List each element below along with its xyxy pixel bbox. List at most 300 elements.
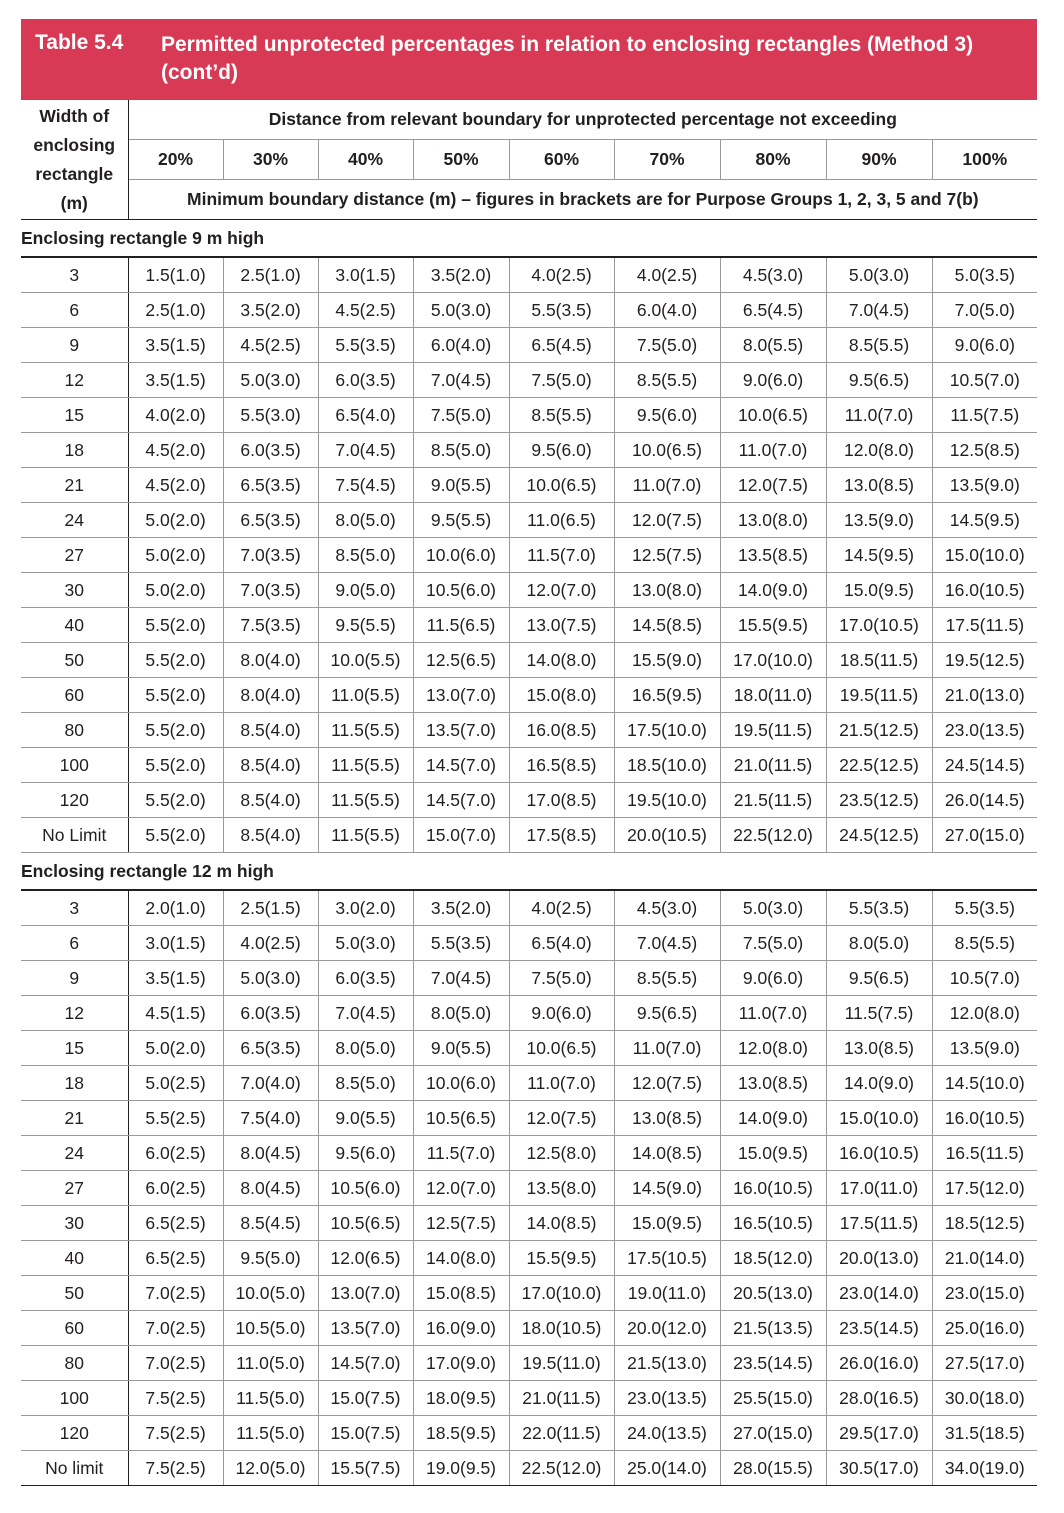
percentage-header-cell: 70% [614, 140, 720, 180]
distance-cell: 11.0(7.0) [720, 996, 826, 1031]
distance-cell: 21.5(11.5) [720, 783, 826, 818]
distance-cell: 21.5(12.5) [826, 713, 932, 748]
distance-cell: 11.5(6.5) [413, 608, 509, 643]
table-row [21, 503, 1037, 538]
distance-cell: 17.0(9.0) [413, 1346, 509, 1381]
distance-cell: 5.5(3.0) [223, 398, 318, 433]
percentage-header-cell: 50% [413, 140, 509, 180]
table-row [21, 1346, 1037, 1381]
distance-cell: 3.0(1.5) [128, 926, 223, 961]
distance-cell: 16.0(10.5) [932, 573, 1037, 608]
min-boundary-header: Minimum boundary distance (m) – figures in brackets are for Purpose Groups 1, 2, 3, 5 and 7(b) [128, 180, 1037, 220]
distance-cell: 10.5(5.0) [223, 1311, 318, 1346]
distance-cell: 5.5(3.5) [509, 293, 614, 328]
distance-cell: 21.0(13.0) [932, 678, 1037, 713]
distance-cell: 7.0(4.5) [413, 363, 509, 398]
distance-cell: 30.5(17.0) [826, 1451, 932, 1486]
distance-cell: 8.0(5.0) [826, 926, 932, 961]
distance-cell: 7.0(4.5) [826, 293, 932, 328]
distance-cell: 8.5(5.0) [413, 433, 509, 468]
distance-cell: 12.0(5.0) [223, 1451, 318, 1486]
table-row [21, 1101, 1037, 1136]
distance-cell: 5.5(3.5) [932, 890, 1037, 926]
distance-cell: 9.0(6.0) [720, 961, 826, 996]
distance-cell: 5.5(2.0) [128, 783, 223, 818]
distance-cell: 3.5(1.5) [128, 961, 223, 996]
table-row [21, 748, 1037, 783]
distance-cell: 12.0(6.5) [318, 1241, 413, 1276]
distance-cell: 10.5(7.0) [932, 363, 1037, 398]
distance-cell: 10.0(5.0) [223, 1276, 318, 1311]
distance-cell: 3.5(1.5) [128, 328, 223, 363]
distance-cell: 6.5(3.5) [223, 468, 318, 503]
distance-cell: 15.0(8.5) [413, 1276, 509, 1311]
distance-cell: 20.0(13.0) [826, 1241, 932, 1276]
distance-cell: 4.0(2.5) [614, 257, 720, 293]
table-row [21, 1171, 1037, 1206]
table-row [21, 713, 1037, 748]
distance-cell: 11.5(7.5) [826, 996, 932, 1031]
table-row [21, 890, 1037, 926]
width-cell: 50 [21, 1276, 128, 1311]
distance-cell: 5.0(3.0) [223, 961, 318, 996]
distance-cell: 13.5(9.0) [932, 468, 1037, 503]
distance-cell: 11.0(6.5) [509, 503, 614, 538]
distance-cell: 11.0(7.0) [509, 1066, 614, 1101]
distance-cell: 23.0(13.5) [932, 713, 1037, 748]
width-cell: 21 [21, 1101, 128, 1136]
table-row [21, 1136, 1037, 1171]
section-header-row [21, 220, 1037, 258]
width-header-line: rectangle [35, 163, 114, 184]
section-header-row [21, 853, 1037, 891]
width-cell: 40 [21, 1241, 128, 1276]
distance-cell: 11.0(7.0) [614, 1031, 720, 1066]
distance-cell: 6.5(2.5) [128, 1206, 223, 1241]
distance-cell: 14.0(9.0) [720, 1101, 826, 1136]
distance-cell: 12.0(7.5) [720, 468, 826, 503]
distance-cell: 9.5(5.5) [413, 503, 509, 538]
distance-cell: 12.0(7.0) [413, 1171, 509, 1206]
distance-cell: 14.0(8.0) [413, 1241, 509, 1276]
distance-cell: 8.5(4.5) [223, 1206, 318, 1241]
distance-header: Distance from relevant boundary for unprotected percentage not exceeding [128, 100, 1037, 140]
distance-cell: 20.0(10.5) [614, 818, 720, 853]
distance-cell: 18.0(10.5) [509, 1311, 614, 1346]
distance-cell: 8.5(5.5) [826, 328, 932, 363]
distance-cell: 9.0(5.0) [318, 573, 413, 608]
distance-cell: 13.0(8.5) [826, 1031, 932, 1066]
distance-cell: 5.0(2.0) [128, 573, 223, 608]
distance-cell: 18.5(12.0) [720, 1241, 826, 1276]
distance-cell: 8.0(4.0) [223, 678, 318, 713]
distance-cell: 20.0(12.0) [614, 1311, 720, 1346]
width-cell: 21 [21, 468, 128, 503]
distance-cell: 10.0(5.5) [318, 643, 413, 678]
distance-cell: 17.0(8.5) [509, 783, 614, 818]
distance-cell: 9.5(6.0) [509, 433, 614, 468]
distance-cell: 8.0(4.5) [223, 1136, 318, 1171]
distance-cell: 2.5(1.5) [223, 890, 318, 926]
distance-cell: 12.0(7.5) [614, 503, 720, 538]
distance-cell: 23.0(13.5) [614, 1381, 720, 1416]
distance-cell: 14.0(8.5) [509, 1206, 614, 1241]
distance-cell: 5.5(2.0) [128, 818, 223, 853]
distance-cell: 10.0(6.5) [720, 398, 826, 433]
width-cell: 50 [21, 643, 128, 678]
distance-cell: 7.0(5.0) [932, 293, 1037, 328]
distance-cell: 13.0(7.0) [318, 1276, 413, 1311]
width-cell: 12 [21, 996, 128, 1031]
distance-cell: 14.0(8.5) [614, 1136, 720, 1171]
distance-cell: 12.5(6.5) [413, 643, 509, 678]
width-cell: 12 [21, 363, 128, 398]
distance-cell: 15.5(9.5) [509, 1241, 614, 1276]
distance-cell: 11.0(7.0) [826, 398, 932, 433]
distance-cell: 9.5(6.0) [318, 1136, 413, 1171]
distance-cell: 13.5(8.5) [720, 538, 826, 573]
distance-cell: 10.0(6.0) [413, 538, 509, 573]
width-cell: 30 [21, 573, 128, 608]
table-row [21, 1416, 1037, 1451]
distance-cell: 23.5(12.5) [826, 783, 932, 818]
distance-cell: 5.5(2.5) [128, 1101, 223, 1136]
table-row [21, 1276, 1037, 1311]
distance-cell: 15.5(7.5) [318, 1451, 413, 1486]
distance-cell: 22.5(12.5) [826, 748, 932, 783]
distance-cell: 11.0(5.0) [223, 1346, 318, 1381]
distance-cell: 8.5(4.0) [223, 748, 318, 783]
width-cell: 100 [21, 1381, 128, 1416]
table-row [21, 1241, 1037, 1276]
distance-cell: 8.5(5.0) [318, 538, 413, 573]
distance-cell: 5.0(2.5) [128, 1066, 223, 1101]
distance-cell: 13.0(8.5) [720, 1066, 826, 1101]
distance-cell: 7.5(5.0) [509, 961, 614, 996]
distance-cell: 31.5(18.5) [932, 1416, 1037, 1451]
distance-cell: 18.5(12.5) [932, 1206, 1037, 1241]
distance-cell: 4.0(2.0) [128, 398, 223, 433]
distance-cell: 7.5(3.5) [223, 608, 318, 643]
distance-cell: 7.5(2.5) [128, 1381, 223, 1416]
distance-cell: 18.5(11.5) [826, 643, 932, 678]
distance-cell: 8.0(5.5) [720, 328, 826, 363]
width-cell: 60 [21, 678, 128, 713]
distance-cell: 13.5(7.0) [318, 1311, 413, 1346]
distance-cell: 28.0(16.5) [826, 1381, 932, 1416]
distance-cell: 13.5(9.0) [932, 1031, 1037, 1066]
width-cell: 6 [21, 293, 128, 328]
distance-cell: 25.0(14.0) [614, 1451, 720, 1486]
distance-cell: 10.0(6.5) [509, 468, 614, 503]
distance-cell: 8.0(5.0) [318, 503, 413, 538]
section-title: Enclosing rectangle 12 m high [21, 853, 1037, 891]
distance-cell: 17.0(10.5) [826, 608, 932, 643]
distance-cell: 16.5(9.5) [614, 678, 720, 713]
width-header-line: Width of [39, 105, 110, 126]
distance-cell: 17.5(10.5) [614, 1241, 720, 1276]
width-header-line: enclosing [33, 134, 116, 155]
percentage-header-cell: 20% [128, 140, 223, 180]
distance-cell: 5.5(3.5) [413, 926, 509, 961]
distance-cell: 17.0(10.0) [720, 643, 826, 678]
distance-cell: 11.5(5.5) [318, 748, 413, 783]
distance-cell: 21.0(14.0) [932, 1241, 1037, 1276]
table-title: Permitted unprotected percentages in relation to enclosing rectangles (Method 3) (cont’d) [161, 33, 974, 84]
width-cell: 3 [21, 890, 128, 926]
distance-cell: 14.5(9.0) [614, 1171, 720, 1206]
distance-cell: 22.5(12.0) [509, 1451, 614, 1486]
table-row [21, 257, 1037, 293]
distance-cell: 10.0(6.5) [509, 1031, 614, 1066]
table-row [21, 1311, 1037, 1346]
distance-cell: 13.5(7.0) [413, 713, 509, 748]
width-cell: 120 [21, 1416, 128, 1451]
distance-cell: 9.5(6.5) [826, 961, 932, 996]
distance-cell: 7.5(4.5) [318, 468, 413, 503]
distance-cell: 13.0(7.5) [509, 608, 614, 643]
distance-cell: 15.0(10.0) [932, 538, 1037, 573]
distance-cell: 18.0(11.0) [720, 678, 826, 713]
distance-cell: 24.5(12.5) [826, 818, 932, 853]
width-cell: 18 [21, 433, 128, 468]
distance-cell: 16.0(10.5) [826, 1136, 932, 1171]
distance-cell: 6.5(4.5) [509, 328, 614, 363]
distance-cell: 6.5(3.5) [223, 1031, 318, 1066]
distance-cell: 8.5(4.0) [223, 818, 318, 853]
distance-cell: 13.0(8.0) [614, 573, 720, 608]
width-cell: 40 [21, 608, 128, 643]
distance-cell: 5.5(3.5) [318, 328, 413, 363]
distance-cell: 10.0(6.0) [413, 1066, 509, 1101]
table-row [21, 1451, 1037, 1486]
distance-cell: 12.0(7.0) [509, 573, 614, 608]
distance-cell: 15.0(9.5) [826, 573, 932, 608]
distance-cell: 11.0(5.5) [318, 678, 413, 713]
distance-cell: 5.5(2.0) [128, 713, 223, 748]
width-cell: 24 [21, 1136, 128, 1171]
table-row [21, 433, 1037, 468]
distance-cell: 15.0(8.0) [509, 678, 614, 713]
distance-cell: 7.0(4.5) [614, 926, 720, 961]
width-cell: No limit [21, 1451, 128, 1486]
distance-cell: 5.5(2.0) [128, 748, 223, 783]
distance-cell: 24.0(13.5) [614, 1416, 720, 1451]
distance-cell: 11.0(7.0) [720, 433, 826, 468]
percentage-header-cell: 80% [720, 140, 826, 180]
distance-cell: 5.0(3.0) [318, 926, 413, 961]
distance-cell: 6.0(3.5) [318, 961, 413, 996]
distance-cell: 25.0(16.0) [932, 1311, 1037, 1346]
distance-cell: 8.5(4.0) [223, 713, 318, 748]
distance-cell: 17.5(11.5) [826, 1206, 932, 1241]
distance-cell: 6.0(3.5) [223, 433, 318, 468]
width-cell: 27 [21, 1171, 128, 1206]
distance-cell: 7.0(4.5) [413, 961, 509, 996]
distance-cell: 11.5(5.0) [223, 1416, 318, 1451]
distance-cell: 13.5(8.0) [509, 1171, 614, 1206]
distance-cell: 7.0(2.5) [128, 1346, 223, 1381]
distance-cell: 19.5(11.5) [826, 678, 932, 713]
table-row [21, 1031, 1037, 1066]
distance-cell: 7.5(4.0) [223, 1101, 318, 1136]
distance-cell: 16.0(8.5) [509, 713, 614, 748]
table-row [21, 783, 1037, 818]
distance-cell: 2.5(1.0) [128, 293, 223, 328]
distance-cell: 30.0(18.0) [932, 1381, 1037, 1416]
distance-cell: 2.5(1.0) [223, 257, 318, 293]
distance-cell: 10.0(6.5) [614, 433, 720, 468]
boundary-distance-table [21, 100, 1037, 1486]
distance-cell: 12.0(7.5) [614, 1066, 720, 1101]
table-body [21, 220, 1037, 1486]
table-row [21, 926, 1037, 961]
width-cell: 3 [21, 257, 128, 293]
table-row [21, 818, 1037, 853]
distance-cell: 4.0(2.5) [509, 890, 614, 926]
table-row [21, 1066, 1037, 1101]
distance-cell: 8.0(5.0) [413, 996, 509, 1031]
table-title-banner [21, 19, 1037, 100]
distance-cell: 6.5(4.0) [509, 926, 614, 961]
distance-cell: 10.5(6.0) [318, 1171, 413, 1206]
distance-cell: 5.5(2.0) [128, 608, 223, 643]
distance-cell: 26.0(14.5) [932, 783, 1037, 818]
distance-cell: 9.0(6.0) [509, 996, 614, 1031]
distance-cell: 7.0(3.5) [223, 538, 318, 573]
distance-cell: 3.5(2.0) [413, 257, 509, 293]
distance-cell: 7.5(2.5) [128, 1451, 223, 1486]
distance-cell: 9.0(5.5) [318, 1101, 413, 1136]
table-row [21, 1206, 1037, 1241]
distance-cell: 15.0(7.5) [318, 1381, 413, 1416]
distance-cell: 9.0(6.0) [932, 328, 1037, 363]
distance-cell: 4.5(2.0) [128, 468, 223, 503]
distance-cell: 15.0(10.0) [826, 1101, 932, 1136]
distance-cell: 4.5(2.0) [128, 433, 223, 468]
distance-cell: 8.5(5.5) [614, 363, 720, 398]
distance-cell: 17.5(11.5) [932, 608, 1037, 643]
distance-cell: 2.0(1.0) [128, 890, 223, 926]
distance-cell: 21.5(13.0) [614, 1346, 720, 1381]
distance-cell: 8.5(5.5) [614, 961, 720, 996]
distance-cell: 9.5(6.0) [614, 398, 720, 433]
distance-cell: 12.0(7.5) [509, 1101, 614, 1136]
distance-cell: 19.5(11.0) [509, 1346, 614, 1381]
distance-cell: 23.0(14.0) [826, 1276, 932, 1311]
distance-cell: 9.0(5.5) [413, 468, 509, 503]
distance-cell: 16.5(8.5) [509, 748, 614, 783]
distance-cell: 14.5(7.0) [413, 783, 509, 818]
distance-cell: 6.5(3.5) [223, 503, 318, 538]
distance-cell: 15.5(9.0) [614, 643, 720, 678]
distance-cell: 27.0(15.0) [932, 818, 1037, 853]
distance-cell: 6.5(2.5) [128, 1241, 223, 1276]
table-row [21, 996, 1037, 1031]
distance-cell: 18.5(9.5) [413, 1416, 509, 1451]
distance-cell: 7.0(3.5) [223, 573, 318, 608]
distance-cell: 6.0(4.0) [614, 293, 720, 328]
distance-cell: 17.5(8.5) [509, 818, 614, 853]
distance-cell: 5.5(3.5) [826, 890, 932, 926]
width-cell: 80 [21, 713, 128, 748]
distance-cell: 8.5(5.5) [509, 398, 614, 433]
table-row [21, 961, 1037, 996]
distance-cell: 6.0(3.5) [318, 363, 413, 398]
distance-cell: 20.5(13.0) [720, 1276, 826, 1311]
distance-cell: 4.0(2.5) [223, 926, 318, 961]
distance-cell: 4.5(2.5) [318, 293, 413, 328]
distance-cell: 14.0(8.0) [509, 643, 614, 678]
width-header-line: (m) [60, 192, 88, 213]
distance-cell: 15.0(9.5) [614, 1206, 720, 1241]
distance-cell: 24.5(14.5) [932, 748, 1037, 783]
distance-cell: 5.0(2.0) [128, 503, 223, 538]
distance-cell: 8.5(5.0) [318, 1066, 413, 1101]
distance-cell: 5.0(2.0) [128, 1031, 223, 1066]
distance-cell: 27.0(15.0) [720, 1416, 826, 1451]
distance-cell: 10.5(6.5) [413, 1101, 509, 1136]
table-row [21, 643, 1037, 678]
table-row [21, 573, 1037, 608]
distance-cell: 16.0(9.0) [413, 1311, 509, 1346]
distance-cell: 3.5(1.5) [128, 363, 223, 398]
percentage-header-cell: 30% [223, 140, 318, 180]
width-cell: 18 [21, 1066, 128, 1101]
distance-cell: 14.5(7.0) [318, 1346, 413, 1381]
table-row [21, 538, 1037, 573]
table-row [21, 328, 1037, 363]
table-row [21, 363, 1037, 398]
distance-cell: 12.0(8.0) [932, 996, 1037, 1031]
distance-cell: 15.0(9.5) [720, 1136, 826, 1171]
width-cell: 15 [21, 1031, 128, 1066]
distance-cell: 11.5(5.5) [318, 713, 413, 748]
distance-cell: 34.0(19.0) [932, 1451, 1037, 1486]
section-title: Enclosing rectangle 9 m high [21, 220, 1037, 258]
distance-cell: 18.5(10.0) [614, 748, 720, 783]
distance-cell: 13.5(9.0) [826, 503, 932, 538]
distance-cell: 3.5(2.0) [413, 890, 509, 926]
distance-cell: 4.5(3.0) [614, 890, 720, 926]
distance-cell: 6.0(4.0) [413, 328, 509, 363]
distance-cell: 12.0(8.0) [720, 1031, 826, 1066]
distance-cell: 14.5(10.0) [932, 1066, 1037, 1101]
distance-cell: 16.5(11.5) [932, 1136, 1037, 1171]
distance-cell: 9.5(6.5) [826, 363, 932, 398]
distance-cell: 10.5(7.0) [932, 961, 1037, 996]
distance-cell: 29.5(17.0) [826, 1416, 932, 1451]
distance-cell: 19.0(9.5) [413, 1451, 509, 1486]
distance-cell: 7.0(4.5) [318, 996, 413, 1031]
distance-cell: 7.0(4.5) [318, 433, 413, 468]
distance-cell: 19.5(12.5) [932, 643, 1037, 678]
distance-cell: 4.5(1.5) [128, 996, 223, 1031]
distance-cell: 12.5(7.5) [614, 538, 720, 573]
distance-cell: 8.0(4.5) [223, 1171, 318, 1206]
percentage-header-cell: 100% [932, 140, 1037, 180]
distance-cell: 14.0(9.0) [826, 1066, 932, 1101]
distance-cell: 14.5(9.5) [826, 538, 932, 573]
distance-cell: 12.0(8.0) [826, 433, 932, 468]
width-cell: 80 [21, 1346, 128, 1381]
distance-cell: 5.0(3.5) [932, 257, 1037, 293]
distance-cell: 7.5(5.0) [509, 363, 614, 398]
distance-cell: 21.5(13.5) [720, 1311, 826, 1346]
distance-cell: 19.5(11.5) [720, 713, 826, 748]
distance-cell: 11.5(5.5) [318, 818, 413, 853]
distance-cell: 7.5(2.5) [128, 1416, 223, 1451]
